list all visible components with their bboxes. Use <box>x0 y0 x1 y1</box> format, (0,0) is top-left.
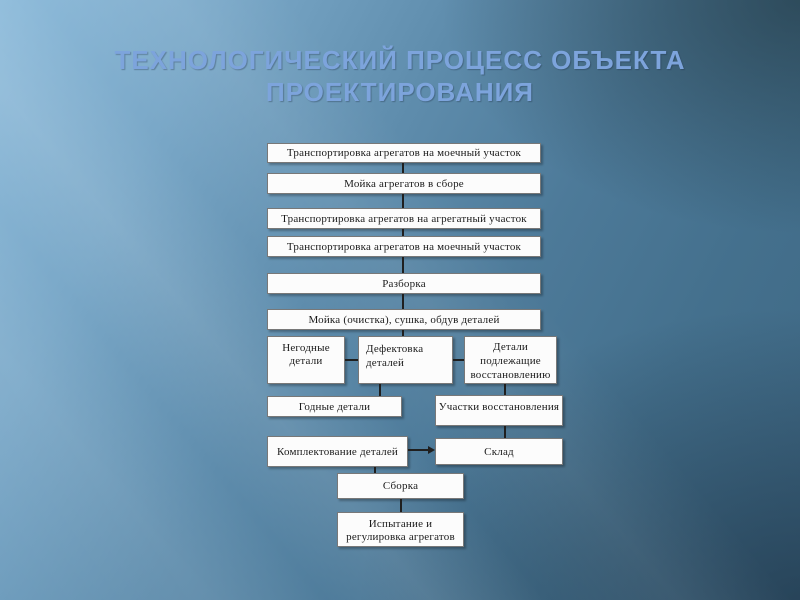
flow-box-parts-for-restoration: Детали подлежащие восстановлению <box>464 336 557 384</box>
connector-restoration-areas <box>504 384 506 395</box>
flow-box-unit-washing: Мойка агрегатов в сборе <box>267 173 541 194</box>
slide-title-line2: ПРОЕКТИРОВАНИЯ <box>266 77 534 107</box>
connector-box3-box4 <box>402 229 404 236</box>
flow-box-disassembly: Разборка <box>267 273 541 294</box>
connector-box1-box2 <box>402 163 404 173</box>
connector-defect-restoration <box>453 359 464 361</box>
slide-title <box>60 44 740 108</box>
connector-assembly-testing <box>400 499 402 512</box>
connector-box2-box3 <box>402 194 404 208</box>
flow-box-defect-inspection: Дефектовка деталей <box>358 336 453 384</box>
flow-box-usable-parts: Годные детали <box>267 396 402 417</box>
flow-box-transport-aggregate-area: Транспортировка агрегатов на агрегатный участок <box>267 208 541 229</box>
connector-areas-warehouse <box>504 426 506 438</box>
connector-box4-box5 <box>402 257 404 273</box>
flow-box-parts-kitting: Комплектование деталей <box>267 436 408 467</box>
flow-box-parts-washing: Мойка (очистка), сушка, обдув деталей <box>267 309 541 330</box>
flow-box-transport-washing-2: Транспортировка агрегатов на моечный участок <box>267 236 541 257</box>
connector-arrowhead-icon <box>428 446 435 454</box>
slide-title-line1: ТЕХНОЛОГИЧЕСКИЙ ПРОЦЕСС ОБЪЕКТА <box>114 45 686 75</box>
connector-kitting-warehouse <box>408 449 430 451</box>
flow-box-warehouse: Склад <box>435 438 563 465</box>
connector-defect-usable <box>379 384 381 396</box>
flow-box-unusable-parts: Негодные детали <box>267 336 345 384</box>
connector-unusable-defect <box>345 359 358 361</box>
flow-box-transport-washing-1: Транспортировка агрегатов на моечный участок <box>267 143 541 163</box>
flow-box-restoration-areas: Участки восстановления <box>435 395 563 426</box>
connector-box5-box6 <box>402 294 404 309</box>
flow-box-testing-adjustment: Испытание и регулировка агрегатов <box>337 512 464 547</box>
connector-box6-defect <box>402 330 404 336</box>
flow-box-assembly: Сборка <box>337 473 464 499</box>
connector-kitting-assembly <box>374 467 376 473</box>
